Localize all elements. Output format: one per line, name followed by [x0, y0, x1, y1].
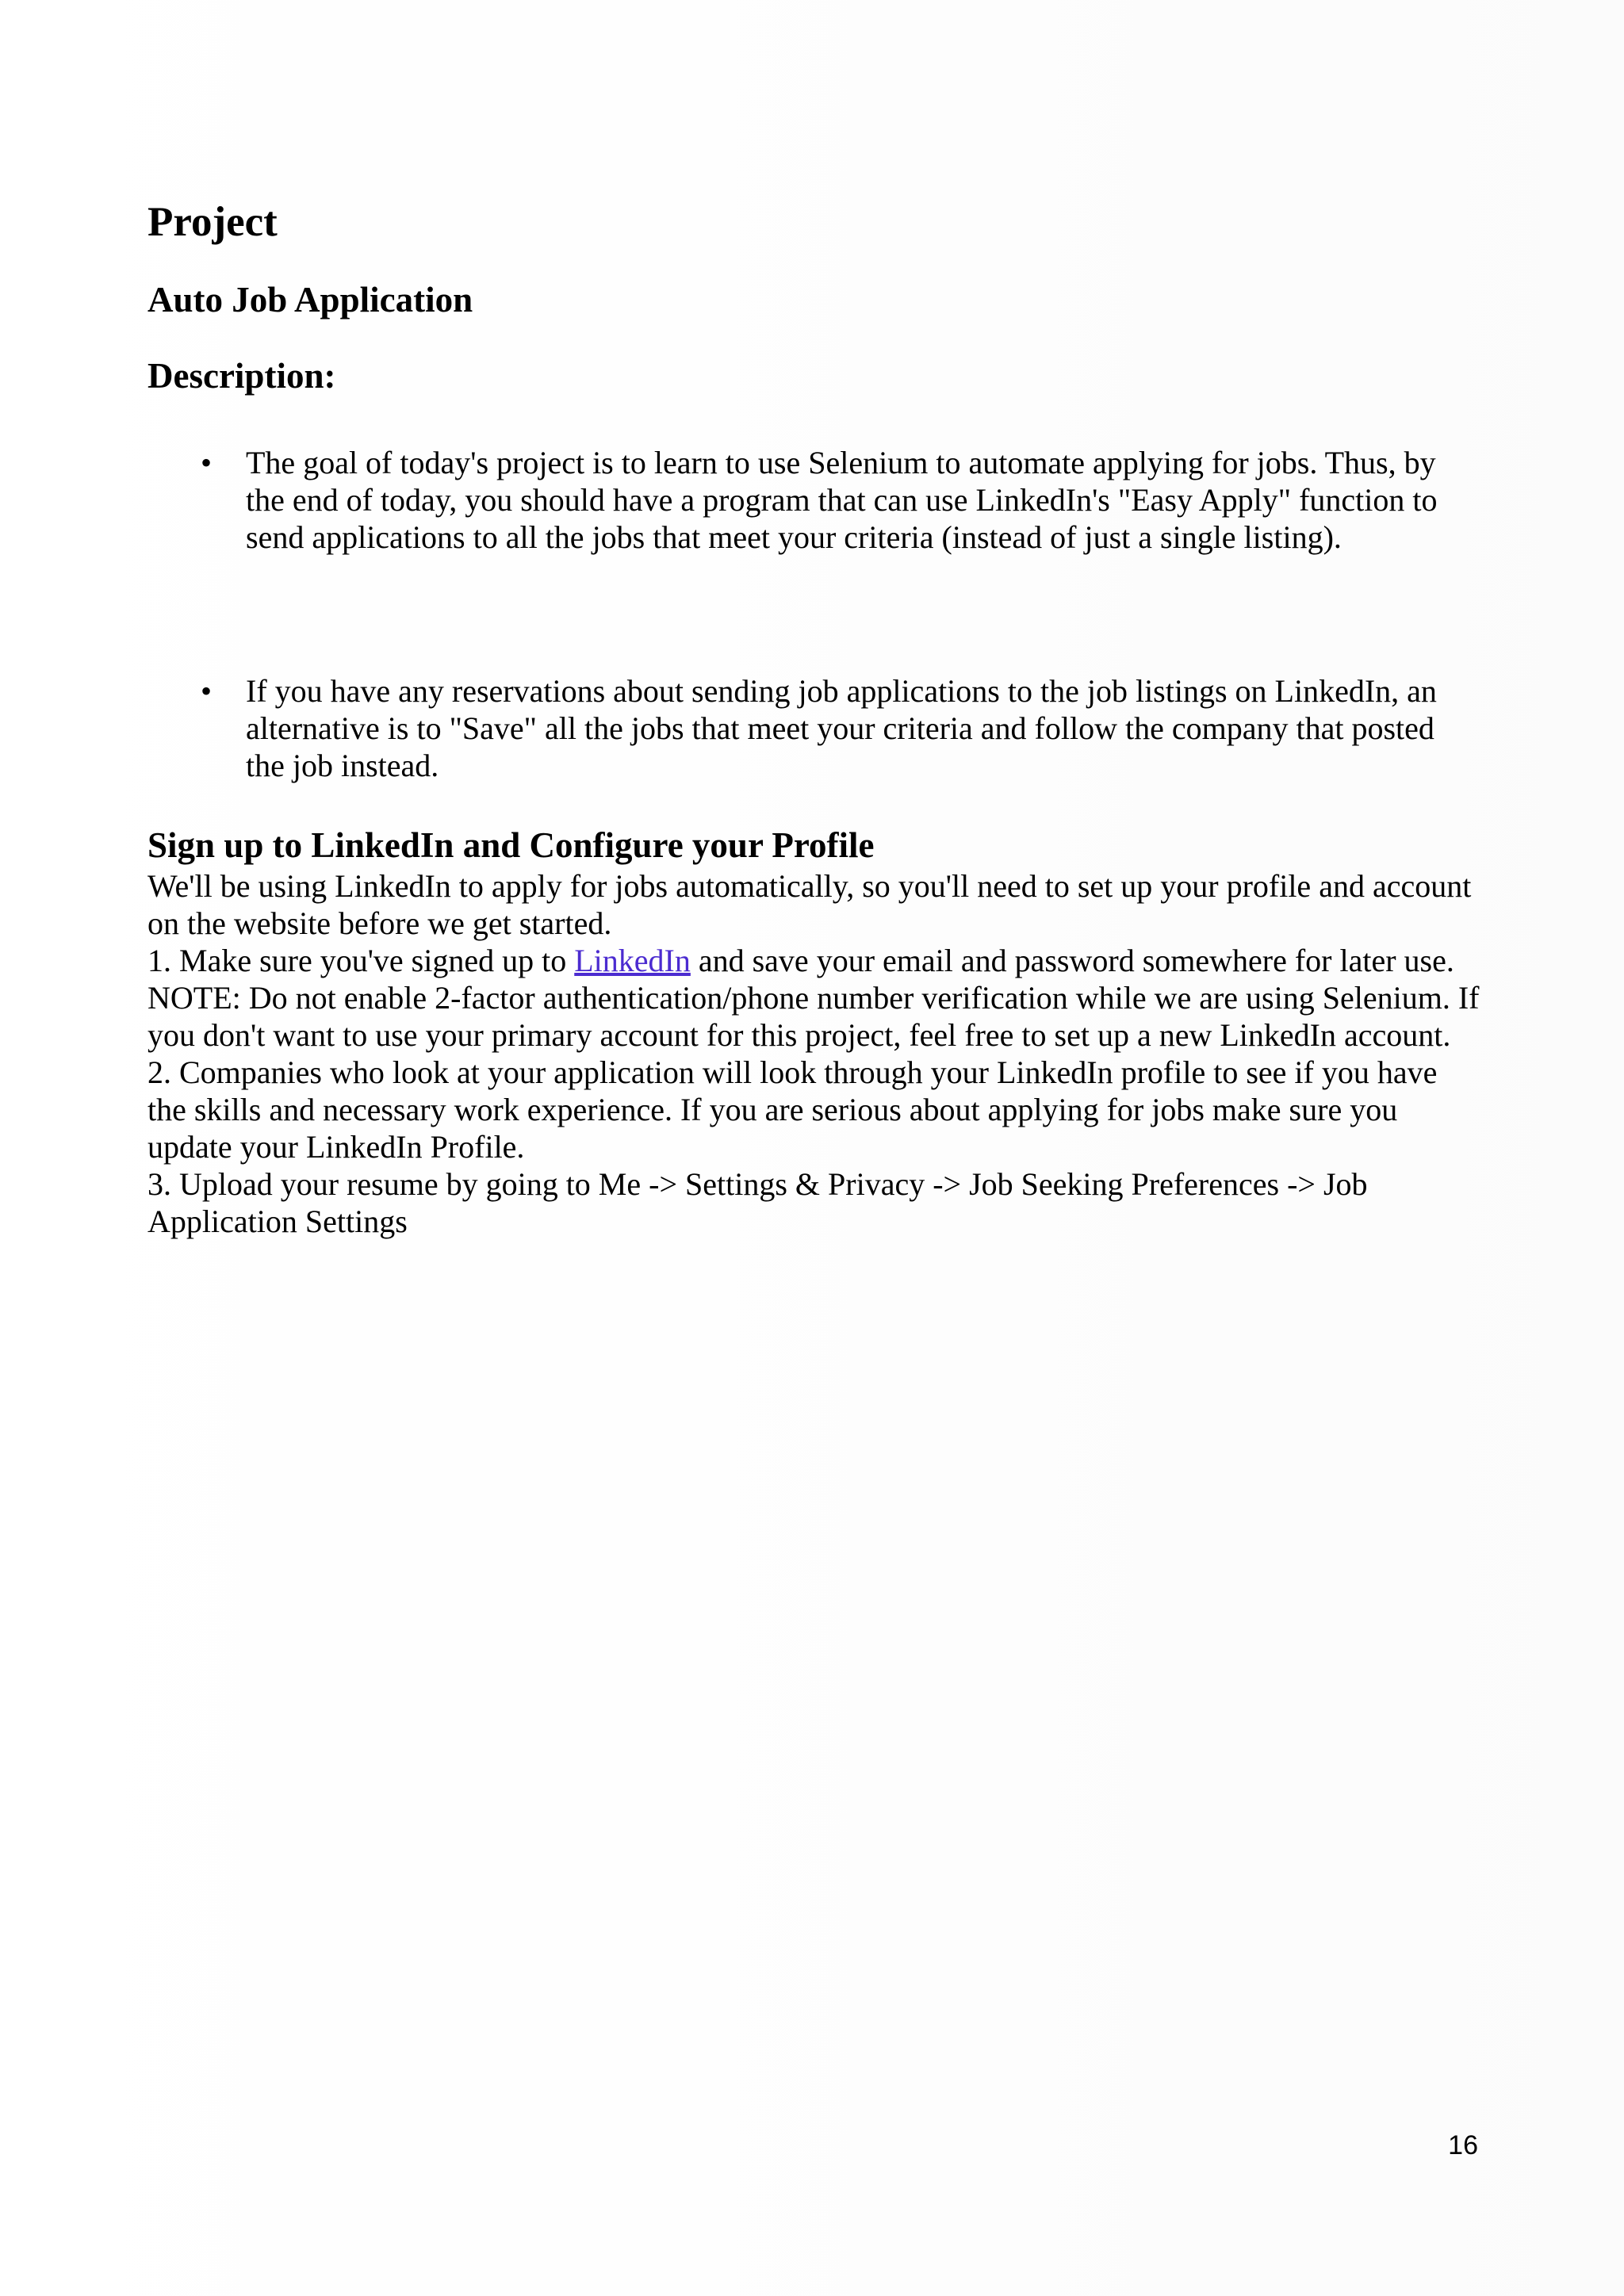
- bullet-icon: •: [200, 673, 212, 709]
- page-number: 16: [1448, 2130, 1478, 2160]
- step-1-text-before: 1. Make sure you've signed up to: [147, 943, 575, 978]
- section-heading: Sign up to LinkedIn and Configure your Profile: [147, 825, 875, 865]
- page-content: [147, 197, 1480, 1240]
- step-2-paragraph: 2. Companies who look at your application will look through your LinkedIn profile to see if you have the skills and necessary work experience. If you are serious about applying for jobs make sure you update your LinkedIn Profile.: [147, 1054, 1438, 1165]
- step-3-paragraph: 3. Upload your resume by going to Me -> Settings & Privacy -> Job Seeking Preferences -> Job Application Settings: [147, 1166, 1368, 1239]
- bullet-text: If you have any reservations about sending job applications to the job listings on LinkedIn, an alternative is to "Save" all the jobs that meet your criteria and follow the company that posted the job instead.: [246, 673, 1437, 783]
- intro-paragraph: We'll be using LinkedIn to apply for jobs automatically, so you'll need to set up your profile and account on the website before we get started.: [147, 868, 1472, 941]
- page-title: Project: [147, 199, 278, 245]
- description-heading: Description:: [147, 356, 336, 396]
- step-1-text-after: and save your email and password somewhere for later use.: [690, 943, 1454, 978]
- list-item: [147, 672, 1480, 784]
- bullet-icon: •: [200, 445, 212, 480]
- linkedin-link[interactable]: LinkedIn: [574, 943, 691, 978]
- project-subtitle: Auto Job Application: [147, 280, 473, 320]
- bullet-text: The goal of today's project is to learn to use Selenium to automate applying for jobs. Thus, by the end of today, you should have a program that can use LinkedIn's "Easy Apply" function to send applications to all the jobs that meet your criteria (instead of just a single listing).: [246, 445, 1438, 555]
- step-1-paragraph: [147, 942, 1480, 979]
- list-item: [147, 444, 1480, 556]
- description-bullet-list: [147, 444, 1480, 784]
- note-paragraph: NOTE: Do not enable 2-factor authentication/phone number verification while we are using Selenium. If you don't want to use your primary account for this project, feel free to set up a new LinkedIn account.: [147, 980, 1480, 1053]
